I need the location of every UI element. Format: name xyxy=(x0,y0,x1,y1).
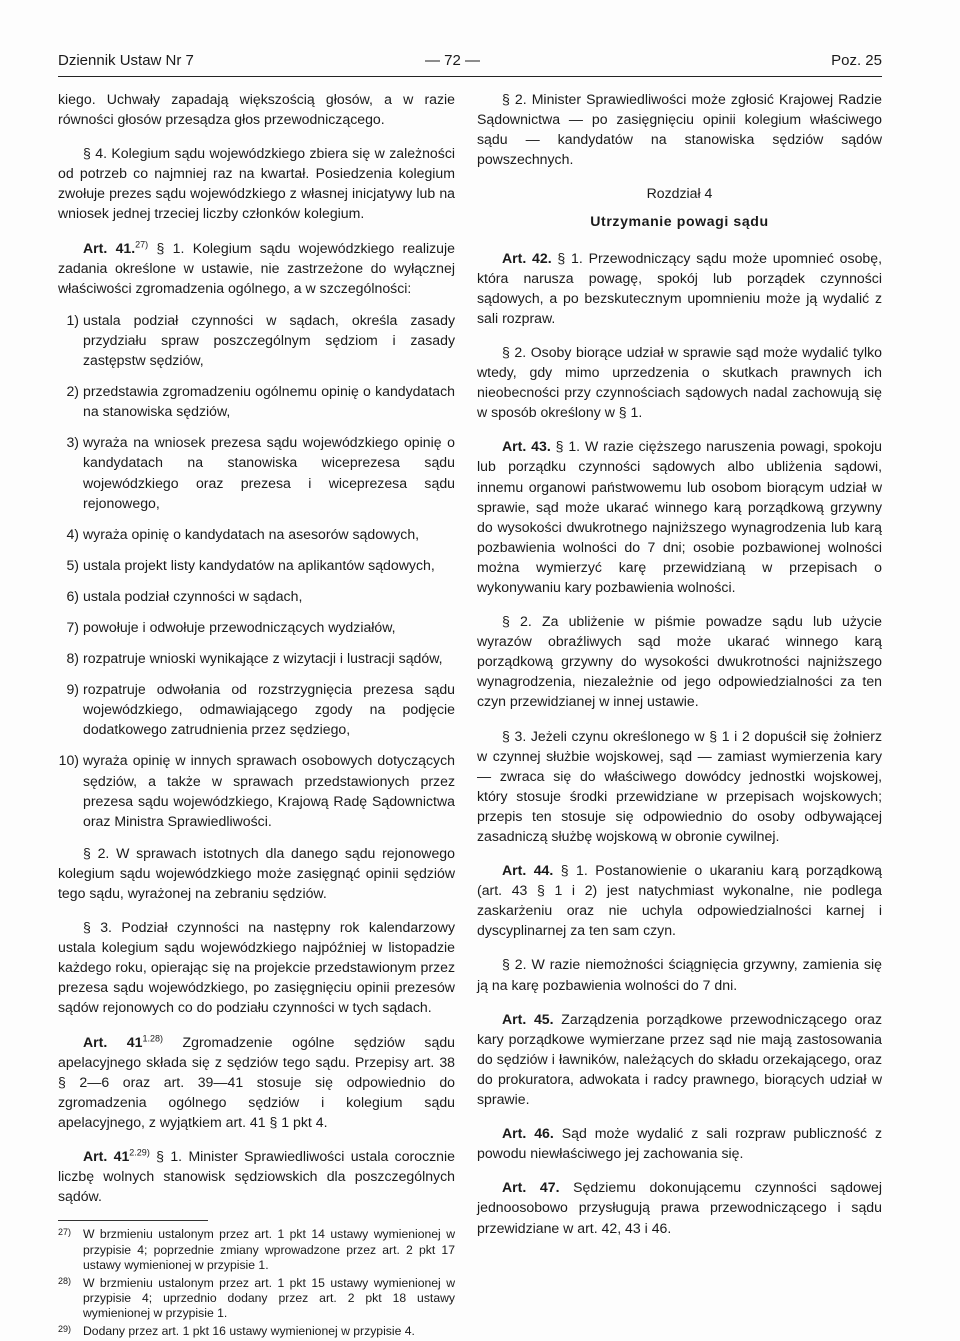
list-item: 7) powołuje i odwołuje przewodniczących wydziałów, xyxy=(66,618,396,635)
paragraph: § 2. Minister Sprawiedliwości może zgłosić Krajowej Radzie Sądownictwa — po zasięgnięciu opinii kolegium właściwego sądu — kandydatów na stanowiska sędziów sądów powszechnych. xyxy=(477,91,882,168)
article-label: Art. 41. xyxy=(83,239,136,256)
page-header xyxy=(58,52,882,76)
article-text: § 1. Minister Sprawiedliwości ustala corocznie liczbę wolnych stanowisk sędziowskich dla poszczególnych sądów. xyxy=(58,1148,455,1205)
article-label: Art. 44. xyxy=(502,862,554,879)
page-number: — 72 — xyxy=(425,52,481,69)
list-item: 8) rozpatruje wnioski wynikające z wizytacji i lustracji sądów, xyxy=(66,650,443,667)
position-number: Poz. 25 xyxy=(831,52,882,69)
article-44 xyxy=(477,860,882,940)
list-item: 10) wyraża opinię w innych sprawach osobowych dotyczących sędziów, a także w sprawach przedstawionych przez prezesa sądu wojewódzkiego, Krajową Radę Sądownictwa oraz Ministra Sprawiedliwości. xyxy=(58,752,455,829)
article-text: Zgromadzenie ogólne sędziów sądu apelacyjnego składa się z sędziów tego sądu. Przepisy art. 38 § 2—6 oraz art. 39—41 stosuje się odpowiednio do zgromadzenia ogólnego sędziów i kolegium sądu apelacyjnego, z wyjątkiem art. 41 § 1 pkt 4. xyxy=(58,1033,455,1130)
paragraph: § 2. Za ubliżenie w piśmie powadze sądu lub użycie wyrazów obraźliwych sąd może ukarać winnego karą porządkową grzywny do wysokości dwukrotności najniższego wynagrodzenia, niezależnie od jego odpowiedzialności za ten czyn przewidzianej w innej ustawie. xyxy=(477,613,882,710)
article-label: Art. 41 xyxy=(83,1033,143,1050)
article-45 xyxy=(477,1009,882,1109)
paragraph: § 2. Osoby biorące udział w sprawie sąd może wydalić tylko wtedy, gdy mimo uprzedzenia o skutkach prawnych ich nieobecności przy czynnościach sądowych nadal zachowują się w sposób określony w § 1. xyxy=(477,343,882,421)
footnote: 29) Dodany przez art. 1 pkt 16 ustawy wymienionej w przypisie 4. xyxy=(58,1323,415,1338)
article-label: Art. 43. xyxy=(502,438,551,455)
chapter-title: Utrzymanie powagi sądu xyxy=(590,213,769,230)
article-43 xyxy=(477,436,882,597)
article-label: Art. 47. xyxy=(502,1179,560,1196)
article-41-2 xyxy=(58,1146,455,1206)
right-column xyxy=(477,89,882,1252)
article-41-1 xyxy=(58,1032,455,1132)
chapter-number: Rozdział 4 xyxy=(646,185,713,202)
article-text: § 1. Kolegium sądu wojewódzkiego realizuje zadania określone w ustawie, nie zastrzeżone do wyłącznej właściwości zgromadzenia ogólnego, a w szczególności: xyxy=(58,239,455,296)
paragraph: § 2. W sprawach istotnych dla danego sądu rejonowego kolegium sądu wojewódzkiego może zasięgnąć opinii sędziów tego sądu, wyrażonej na zebraniu sędziów. xyxy=(58,844,455,901)
header-rule xyxy=(58,76,882,77)
footnote-ref: 27) xyxy=(135,238,149,249)
article-41-list xyxy=(58,310,455,831)
article-label: Art. 42. xyxy=(502,249,552,266)
article-label: Art. 46. xyxy=(502,1125,554,1142)
list-item: 4) wyraża opinię o kandydatach na asesorów sądowych, xyxy=(66,525,420,542)
left-column xyxy=(58,89,455,1341)
paragraph: § 2. W razie niemożności ściągnięcia grzywny, zamienia się ją na karę pozbawienia wolności do 7 dni. xyxy=(477,956,882,993)
article-text: Zarządzenia porządkowe przewodniczącego oraz kary porządkowe wymierzane przez sąd nie mają zastosowania do sędziów i ławników, należących do składu orzekającego, oraz do prokuratora, adwokata i radcy prawnego, biorących udział w sprawie. xyxy=(477,1010,883,1108)
list-item: 3) wyraża na wniosek prezesa sądu wojewódzkiego opinię o kandydatach na stanowiska wiceprezesa sądu wojewódzkiego oraz prezesa i wiceprezesa sądu rejonowego, xyxy=(66,434,455,511)
paragraph: § 4. Kolegium sądu wojewódzkiego zbiera się w zależności od potrzeb co najmniej raz na kwartał. Posiedzenia kolegium zwołuje prezes sądu wojewódzkiego z własnej inicjatywy lub na wniosek jednej trzeciej liczby członków kolegium. xyxy=(58,145,455,222)
article-41 xyxy=(58,238,455,298)
list-item: 6) ustala podział czynności w sądach, xyxy=(66,587,303,604)
footnote-ref: 2.29) xyxy=(129,1147,150,1158)
list-item: 9) rozpatruje odwołania od rozstrzygnięcia prezesa sądu wojewódzkiego, odmawiającego zgody na podjęcie dodatkowego zatrudnienia przez sędziego, xyxy=(66,681,455,738)
footnote-rule xyxy=(58,1220,208,1221)
footnote: 27) W brzmieniu ustalonym przez art. 1 pkt 14 ustawy wymienionej w przypisie 4; poprzednie zmiany wprowadzone przez art. 2 pkt 17 ustawy wymienionej w przypisie 1. xyxy=(58,1227,455,1273)
list-item: 1) ustala podział czynności w sądach, określa zasady przydziału spraw poszczególnym sędziom i zasady zastępstw sędziów, xyxy=(66,311,455,369)
article-text: § 1. Przewodniczący sądu może upomnieć osobę, która narusza powagę, spokój lub porządek czynności sądowych, a po bezskutecznym upomnieniu może ją wydalić z sali rozpraw. xyxy=(477,249,882,326)
article-42 xyxy=(477,248,882,328)
article-46 xyxy=(477,1123,882,1163)
footnote-ref: 1.28) xyxy=(142,1032,163,1043)
article-label: Art. 45. xyxy=(502,1010,554,1027)
article-text: § 1. Postanowienie o ukaraniu karą porządkową (art. 43 § 1 i 2) jest natychmiast wykonalne, nie podlega zaskarżeniu oraz nie uchyla odpowiedzialności karnej i dyscyplinarnej za ten sam czyn. xyxy=(477,862,882,939)
paragraph: kiego. Uchwały zapadają większością głosów, a w razie równości głosów przesądza głos przewodniczącego. xyxy=(58,91,455,128)
article-text: Sąd może wydalić z sali rozpraw publiczność z powodu niewłaściwego jej zachowania się. xyxy=(477,1125,882,1162)
paragraph: § 3. Podział czynności na następny rok kalendarzowy ustala kolegium sądu wojewódzkiego najpóźniej w listopadzie każdego roku, opierając się na projekcie przedstawionym przez prezesa sądu wojewódzkiego, po zasięgnięciu opinii prezesów sądów rejonowych co do podziału czynności w tych sądach. xyxy=(58,919,455,1016)
article-text: § 1. W razie cięższego naruszenia powagi, spokoju lub porządku czynności sądowych albo ubliżenia sądowi, innemu organowi państwowemu lub osobom biorącym udział w sprawie, sąd może ukarać winnego karą porządkową grzywny do wysokości dwukrotnego najniższego wynagrodzenia lub karą pozbawienia wolności do 7 dni; osobie pozbawionej wolności można wymierzyć karę przewidzianą w przepisach o wykonywaniu kary pozbawienia wolności. xyxy=(477,438,883,595)
list-item: 5) ustala projekt listy kandydatów na aplikantów sądowych, xyxy=(66,556,435,573)
list-item: 2) przedstawia zgromadzeniu ogólnemu opinię o kandydatach na stanowiska sędziów, xyxy=(66,383,455,420)
paragraph: § 3. Jeżeli czynu określonego w § 1 i 2 dopuścił się żołnierz w czynnej służbie wojskowej, sąd — zamiast wymierzenia kary — zwraca się do właściwego dowódcy jednostki wojskowej, który stosuje środki przewidziane w przepisach wojskowych; przepis ten stosuje się odpowiednio do osoby odbywającej zasadniczą służbę wojskową w obronie cywilnej. xyxy=(477,727,882,844)
footnote: 28) W brzmieniu ustalonym przez art. 1 pkt 15 ustawy wymienionej w przypisie 4; uprzednio dodany przez art. 2 pkt 18 ustawy wymienionej w przypisie 1. xyxy=(58,1275,455,1321)
article-text: Sędziemu dokonującemu czynności sądowej jednoosobowo przysługują prawa przewodniczącego i sądu przewidziane w art. 42, 43 i 46. xyxy=(477,1179,882,1236)
article-label: Art. 41 xyxy=(83,1148,130,1165)
article-47 xyxy=(477,1177,882,1237)
journal-title: Dziennik Ustaw Nr 7 xyxy=(58,52,194,69)
